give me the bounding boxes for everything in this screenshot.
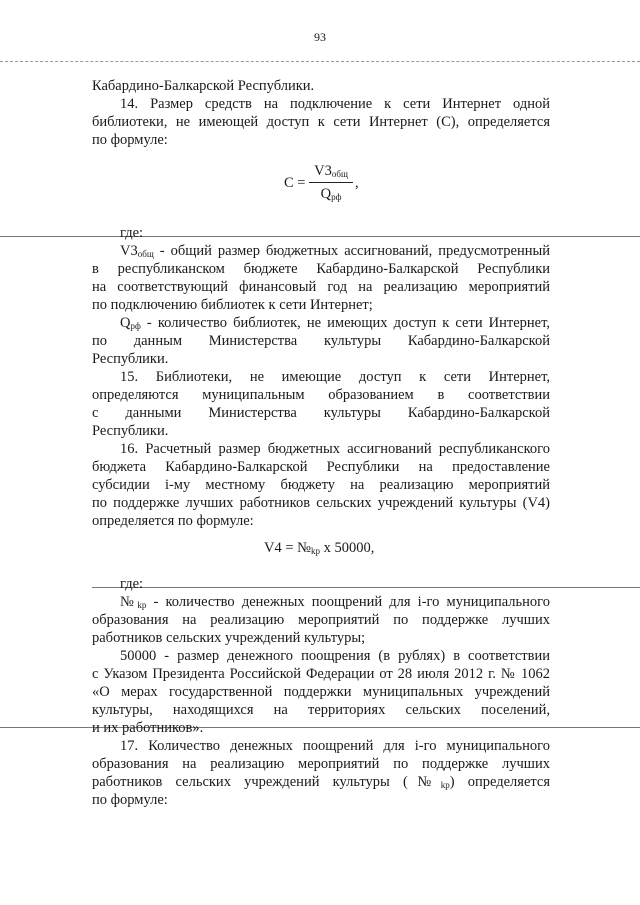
text-line: с данными Министерства культуры Кабардино-Балкарской (92, 405, 550, 421)
text-line: определяется по формуле: (92, 513, 254, 529)
text-line: культуры, находящихся на территориях сельских поселений, (92, 702, 550, 718)
text-line: образования на реализацию мероприятий по поддержке лучших (92, 756, 550, 772)
text-line-nkp: работников сельских учреждений культуры $(№_{kp})$ определяется (92, 774, 550, 790)
text-line: по поддержке лучших работников сельских учреждений культуры (V4) (92, 495, 550, 511)
text-line: 14. Размер средств на подключение к сети Интернет одной (120, 96, 550, 112)
text-line: на соответствующий финансовый год на реализацию мероприятий (92, 279, 550, 295)
formula-numerator: $V3_{общ}$ (314, 163, 348, 179)
text-line: где: (120, 576, 144, 592)
text-line: по подключению библиотек к сети Интернет; (92, 297, 373, 313)
formula-denominator: $Q_{рф}$ (320, 186, 342, 202)
text-line: 50000 - размер денежного поощрения (в рублях) в соответствии (120, 648, 550, 664)
definition-v3: $V3_{общ}$ - общий размер бюджетных ассигнований, предусмотренный (120, 243, 550, 259)
formula-v4: $V4 = №_{kp}$ x 50000, (264, 540, 375, 556)
definition-q: $Q_{рф}$ - количество библиотек, не имеющих доступ к сети Интернет, (120, 315, 550, 331)
text-line: бюджета Кабардино-Балкарской Республики на предоставление (92, 459, 550, 475)
text-line: Республики. (92, 351, 169, 367)
text-line: 15. Библиотеки, не имеющие доступ к сети Интернет, (120, 369, 550, 385)
text-line: субсидии i-му местному бюджету на реализацию мероприятий (92, 477, 550, 493)
text-line: работников сельских учреждений культуры; (92, 630, 366, 646)
text-line: Кабардино-Балкарской Республики. (92, 78, 315, 94)
fraction-bar (309, 182, 353, 183)
text-line: «О мерах государственной поддержки муниципальных учреждений (92, 684, 550, 700)
text-line: с Указом Президента Российской Федерации от 28 июля 2012 г. № 1062 (92, 666, 550, 682)
page-number: 93 (314, 30, 326, 44)
text-line: определяются муниципальным образованием в соответствии (92, 387, 550, 403)
text-line: библиотеки, не имеющей доступ к сети Интернет (С), определяется (92, 114, 550, 130)
text-line: и их работников». (92, 720, 204, 736)
scan-rule (0, 61, 640, 62)
text-line: в республиканском бюджете Кабардино-Балкарской Республики (92, 261, 550, 277)
text-line: 17. Количество денежных поощрений для i-го муниципального (120, 738, 550, 754)
text-line: по формуле: (92, 132, 168, 148)
formula-lhs: C = (284, 175, 306, 191)
text-line: 16. Расчетный размер бюджетных ассигнований республиканского (120, 441, 550, 457)
text-line: по формуле: (92, 792, 168, 808)
formula-tail: , (355, 175, 359, 191)
text-line: Республики. (92, 423, 169, 439)
text-line: где: (120, 225, 144, 241)
text-line: образования на реализацию мероприятий по поддержке лучших (92, 612, 550, 628)
text-line: по данным Министерства культуры Кабардино-Балкарской (92, 333, 550, 349)
definition-nkp: $№_{kp}$ - количество денежных поощрений для i-го муниципального (120, 594, 550, 610)
